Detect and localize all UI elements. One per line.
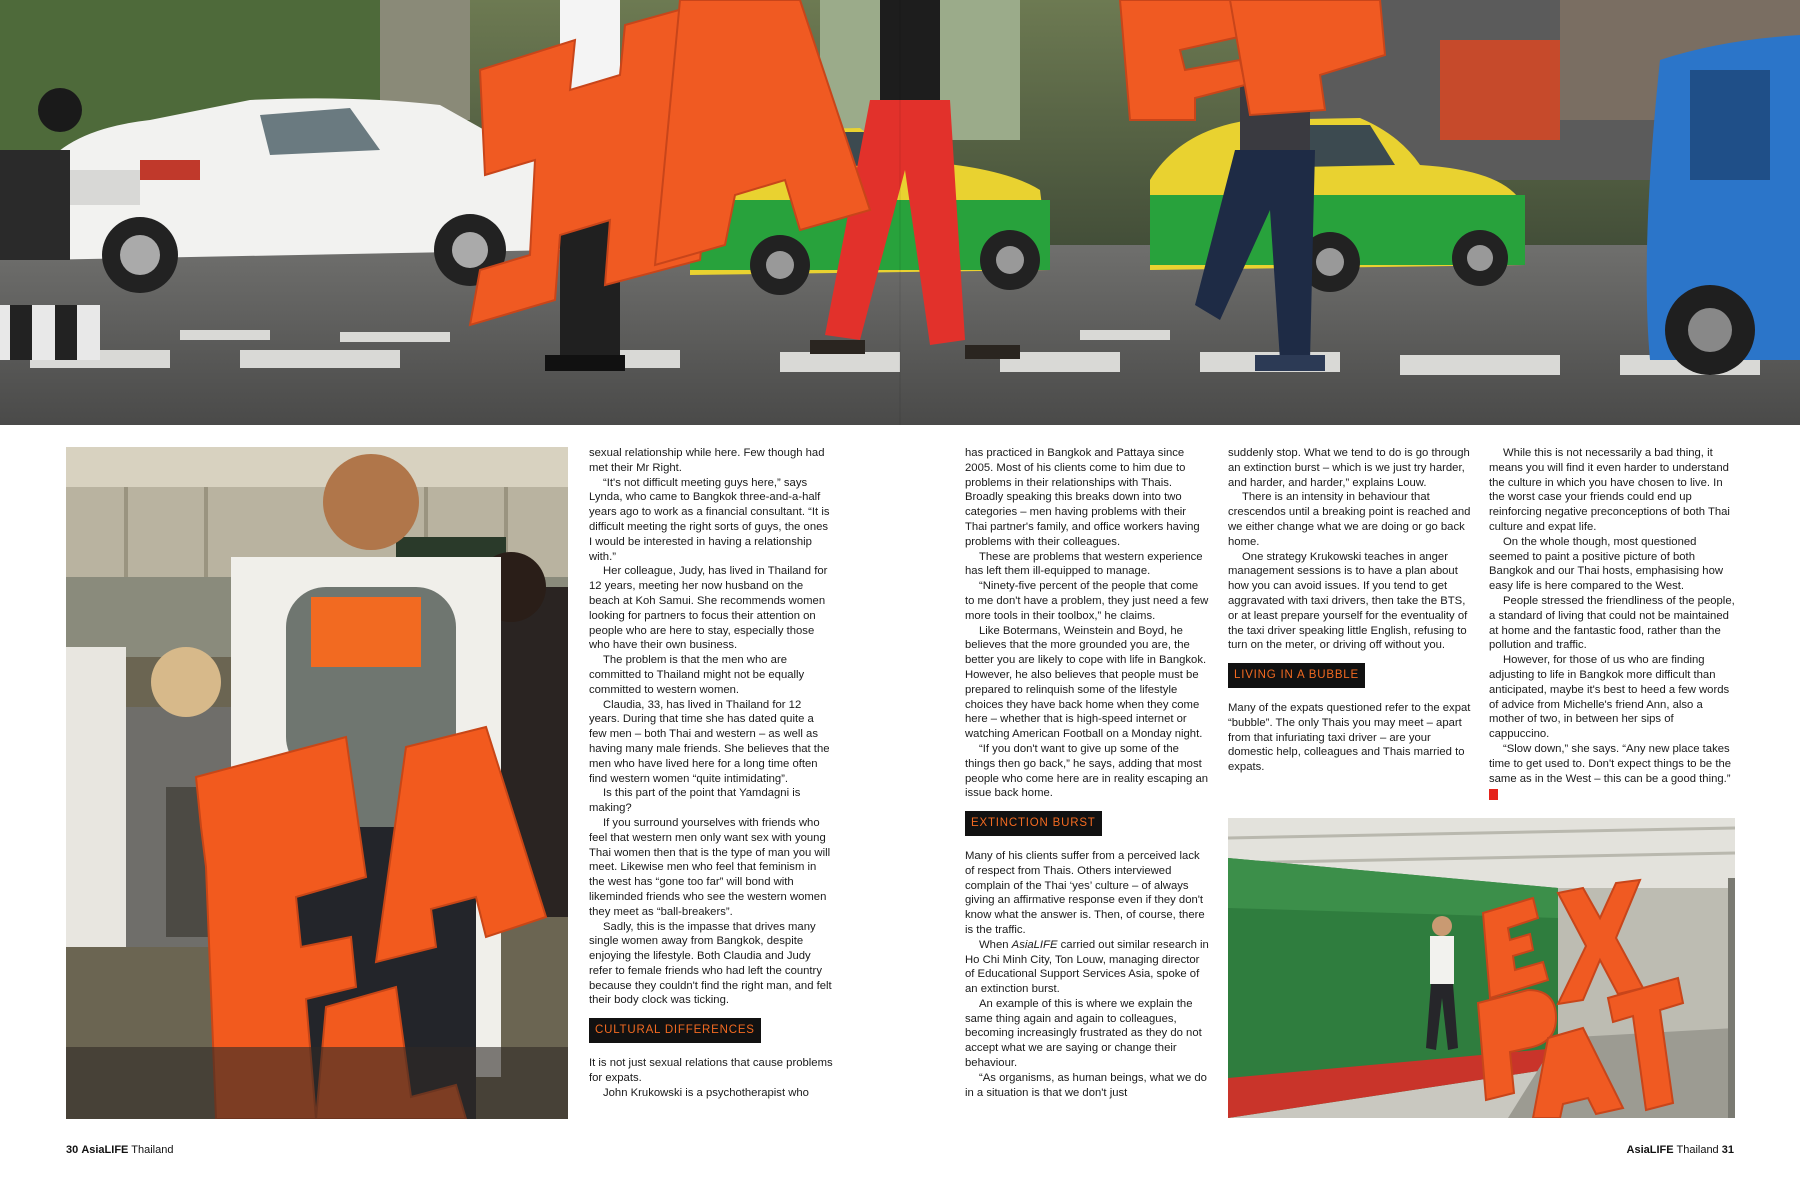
article-column-1 <box>589 446 834 1100</box>
brand-right: AsiaLIFE <box>1626 1144 1674 1156</box>
paragraph: Many of the expats questioned refer to the expat “bubble”. The only Thais you may meet – apart from that infuriating taxi driver – are your domestic help, colleagues and Thais married to expats. <box>1228 701 1471 774</box>
paragraph: On the whole though, most questioned seemed to paint a positive picture of both Bangkok and our Thai hosts, emphasising how easy life is here compared to the West. <box>1489 535 1724 593</box>
paragraph: Is this part of the point that Yamdagni is making? <box>589 787 801 815</box>
paragraph <box>1489 742 1735 801</box>
paragraph: suddenly stop. What we tend to do is go through an extinction burst – which is we just try harder, and harder, and harder,” explains Louw. <box>1228 447 1470 489</box>
paragraph: Many of his clients suffer from a perceived lack of respect from Thais. Others interviewed complain of the Thai ‘yes’ culture – of always giving an affirmative response even if they don't know what the answer is. Then, of course, there is the traffic. <box>965 849 1205 936</box>
paragraph: Claudia, 33, has lived in Thailand for 12 years. During that time she has dated quite a few men – both Thai and western – as well as having many male friends. She believes that the men who have lived here for a long time often find western women “quite intimidating”. <box>589 698 830 785</box>
train-interior-photo <box>66 447 568 1119</box>
left-page-folio <box>66 1144 173 1156</box>
paragraph: Sadly, this is the impasse that drives many single women away from Bangkok, despite enjoying the lifestyle. Both Claudia and Judy refer to female friends who had left the country because they couldn't find the right man, and felt their body clock was ticking. <box>589 920 832 1007</box>
paragraph: There is an intensity in behaviour that crescendos until a breaking point is reached and we either change what we are doing or go back home. <box>1228 491 1471 548</box>
article-column-4 <box>1489 446 1735 801</box>
paragraph: “It's not difficult meeting guys here,” says Lynda, who came to Bangkok three-and-a-half years ago to work as a financial consultant. “It is difficult meeting the right sorts of guys, the ones I would be interested in having a relationship with.” <box>589 476 830 563</box>
paragraph: These are problems that western experience has left them ill-equipped to manage. <box>965 550 1203 578</box>
paragraph: It is not just sexual relations that cause problems for expats. <box>589 1057 833 1084</box>
spine-gutter <box>899 0 901 425</box>
paragraph: When AsiaLIFE carried out similar research in Ho Chi Minh City, Ton Louw, managing director of Educational Support Services Asia, spoke of an extinction burst. <box>965 938 1209 996</box>
article-column-2 <box>965 446 1209 1100</box>
paragraph: Like Botermans, Weinstein and Boyd, he believes that the more grounded you are, the better you are likely to cope with life in Bangkok. However, he also believes that people must be prepared to relinquish some of the lifestyle choices they have back home when they come here – whether that is high-speed internet or watching American Football on a Monday night. <box>965 624 1207 741</box>
paragraph: “Ninety-five percent of the people that come to me don't have a problem, they just need a few more tools in their toolbox,” he claims. <box>965 580 1209 622</box>
paragraph: An example of this is where we explain the same thing again and again to colleagues, becoming increasingly frustrated as they do not accept what we are saying or change their behaviour. <box>965 997 1202 1070</box>
paragraph: However, for those of us who are finding adjusting to life in Bangkok more difficult than anticipated, maybe it's best to heed a few words of advice from Michelle's friend Ann, also a mother of two, in between her sips of cappuccino. <box>1489 654 1730 741</box>
page-number-left: 30 <box>66 1144 79 1156</box>
paragraph: “If you don't want to give up some of the things then go back,” he says, adding that most people who come here are in reality escaping an issue back home. <box>965 742 1209 800</box>
paragraph: Her colleague, Judy, has lived in Thailand for 12 years, meeting her now husband on the beach at Koh Samui. She recommends women looking for partners to focus their attention on people who are here to stay, especially those who have their own business. <box>589 565 828 652</box>
subhead-living-in-a-bubble: LIVING IN A BUBBLE <box>1228 663 1365 688</box>
edition-right: Thailand <box>1676 1144 1719 1156</box>
edition-left: Thailand <box>131 1144 174 1156</box>
article-column-3 <box>1228 446 1472 775</box>
paragraph: If you surround yourselves with friends who feel that western men only want sex with young Thai women then that is the type of man you will meet. Likewise men who feel that feminism in the west has “gone too far” will bond with likeminded friends who see the western women they meet as “ball-breakers”. <box>589 816 831 918</box>
paragraph: People stressed the friendliness of the people, a standard of living that could not be maintained at home and the fantastic food, rather than the pollution and traffic. <box>1489 594 1735 652</box>
paragraph: “As organisms, as human beings, what we do in a situation is that we don't just <box>965 1071 1207 1099</box>
paragraph: has practiced in Bangkok and Pattaya since 2005. Most of his clients come to him due to problems in their relationships with Thais. Broadly speaking this breaks down into two categories – men having problems with their Thai partner's family, and office workers having problems with their colleagues. <box>965 447 1200 548</box>
page-number-right: 31 <box>1721 1144 1734 1156</box>
station-platform-photo <box>1228 818 1735 1118</box>
right-page-folio <box>1627 1144 1734 1156</box>
subhead-cultural-differences: CULTURAL DIFFERENCES <box>589 1018 761 1043</box>
brand-left: AsiaLIFE <box>81 1144 129 1156</box>
paragraph: The problem is that the men who are committed to Thailand might not be equally committed to western women. <box>589 654 805 696</box>
paragraph: One strategy Krukowski teaches in anger management sessions is to have a plan about how you can avoid issues. If you tend to get aggravated with taxi drivers, then take the BTS, or at least prepare yourself for the eventuality of the taxi driver speaking little English, refusing to turn on the meter, or driving off without you. <box>1228 550 1468 652</box>
subhead-extinction-burst: EXTINCTION BURST <box>965 811 1102 836</box>
closing-quote: “Slow down,” she says. “Any new place takes time to get used to. Don't expect things to be the same as in the West – this can be a good thing.” <box>1489 742 1732 785</box>
end-of-article-mark: A <box>1489 789 1498 800</box>
paragraph: sexual relationship while here. Few though had met their Mr Right. <box>589 447 825 474</box>
paragraph: John Krukowski is a psychotherapist who <box>603 1086 809 1099</box>
paragraph: While this is not necessarily a bad thing, it means you will find it even harder to understand the culture in which you have chosen to live. In the worst case your friends could end up reinforcing negative preconceptions of both Thai culture and expat life. <box>1489 447 1730 533</box>
